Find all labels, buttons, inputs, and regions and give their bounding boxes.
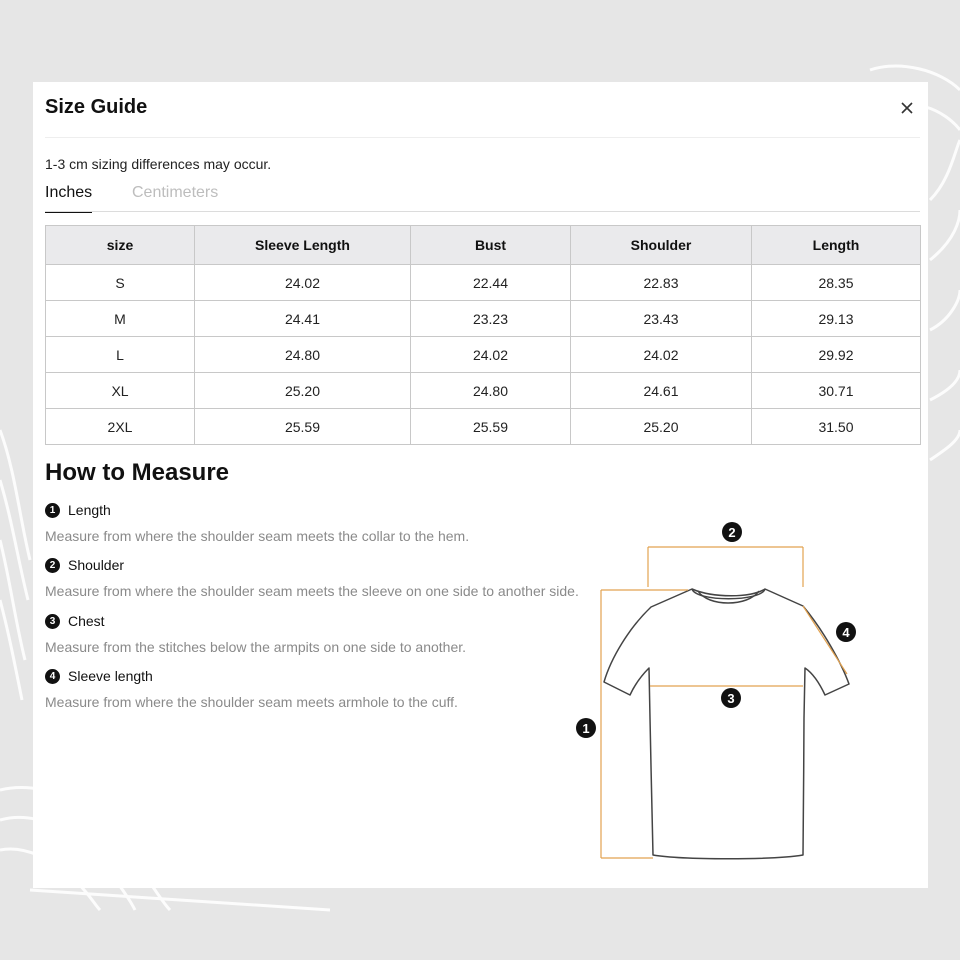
table-cell: L [46, 337, 195, 373]
measure-item-chest [45, 611, 585, 655]
size-table [45, 225, 921, 445]
how-to-measure-title: How to Measure [45, 459, 230, 486]
number-4-badge: 4 [45, 669, 60, 684]
close-button[interactable] [895, 96, 919, 120]
marker-2-icon [722, 522, 742, 542]
svg-text:2: 2 [728, 525, 736, 540]
table-header: Shoulder [571, 226, 752, 265]
table-header: Length [752, 226, 921, 265]
table-cell: 28.35 [752, 265, 921, 301]
header-divider [45, 137, 920, 138]
table-cell: 24.80 [195, 337, 411, 373]
table-cell: 24.02 [195, 265, 411, 301]
table-header: size [46, 226, 195, 265]
table-cell: 23.23 [411, 301, 571, 337]
table-cell: 25.20 [195, 373, 411, 409]
table-cell: 25.59 [195, 409, 411, 445]
measure-name: Shoulder [68, 557, 125, 573]
marker-3-icon [721, 688, 741, 708]
table-cell: M [46, 301, 195, 337]
table-cell: 23.43 [571, 301, 752, 337]
number-2-badge: 2 [45, 558, 60, 573]
measure-description: Measure from where the shoulder seam meets the collar to the hem. [45, 528, 470, 544]
svg-text:4: 4 [842, 625, 850, 640]
size-guide-modal [33, 82, 928, 888]
table-cell: S [46, 265, 195, 301]
table-cell: 24.80 [411, 373, 571, 409]
measure-description: Measure from where the shoulder seam meets the sleeve on one side to another side. [45, 583, 579, 599]
measure-description: Measure from where the shoulder seam meets armhole to the cuff. [45, 694, 458, 710]
table-cell: 29.13 [752, 301, 921, 337]
tab-centimeters[interactable]: Centimeters [132, 184, 219, 201]
table-cell: 24.02 [571, 337, 752, 373]
modal-title: Size Guide [45, 96, 148, 118]
measure-name: Chest [68, 613, 105, 629]
table-cell: XL [46, 373, 195, 409]
table-cell: 22.44 [411, 265, 571, 301]
table-cell: 24.02 [411, 337, 571, 373]
measure-description: Measure from the stitches below the armpits on one side to another. [45, 639, 467, 655]
table-row [46, 337, 921, 373]
tab-inches[interactable]: Inches [45, 184, 92, 213]
table-cell: 24.41 [195, 301, 411, 337]
table-cell: 25.59 [411, 409, 571, 445]
table-cell: 2XL [46, 409, 195, 445]
table-row [46, 409, 921, 445]
table-cell: 29.92 [752, 337, 921, 373]
close-icon [901, 102, 913, 114]
table-cell: 25.20 [571, 409, 752, 445]
unit-tabs [45, 184, 920, 212]
measure-item-length [45, 500, 585, 544]
measure-item-sleeve-length [45, 666, 585, 710]
table-header-row [46, 226, 921, 265]
table-row [46, 301, 921, 337]
table-row [46, 265, 921, 301]
number-3-badge: 3 [45, 614, 60, 629]
measure-name: Length [68, 502, 111, 518]
tshirt-measurement-diagram [582, 512, 893, 872]
marker-4-icon [836, 622, 856, 642]
table-cell: 31.50 [752, 409, 921, 445]
table-cell: 22.83 [571, 265, 752, 301]
measure-item-shoulder [45, 555, 585, 599]
table-cell: 30.71 [752, 373, 921, 409]
table-header: Bust [411, 226, 571, 265]
table-row [46, 373, 921, 409]
tabs-divider [45, 211, 920, 212]
measure-name: Sleeve length [68, 668, 153, 684]
tshirt-outline [604, 589, 849, 859]
svg-text:1: 1 [582, 721, 590, 736]
number-1-badge: 1 [45, 503, 60, 518]
marker-1-icon [576, 718, 596, 738]
svg-text:3: 3 [727, 691, 735, 706]
table-header: Sleeve Length [195, 226, 411, 265]
sizing-disclaimer: 1-3 cm sizing differences may occur. [45, 156, 272, 172]
table-cell: 24.61 [571, 373, 752, 409]
